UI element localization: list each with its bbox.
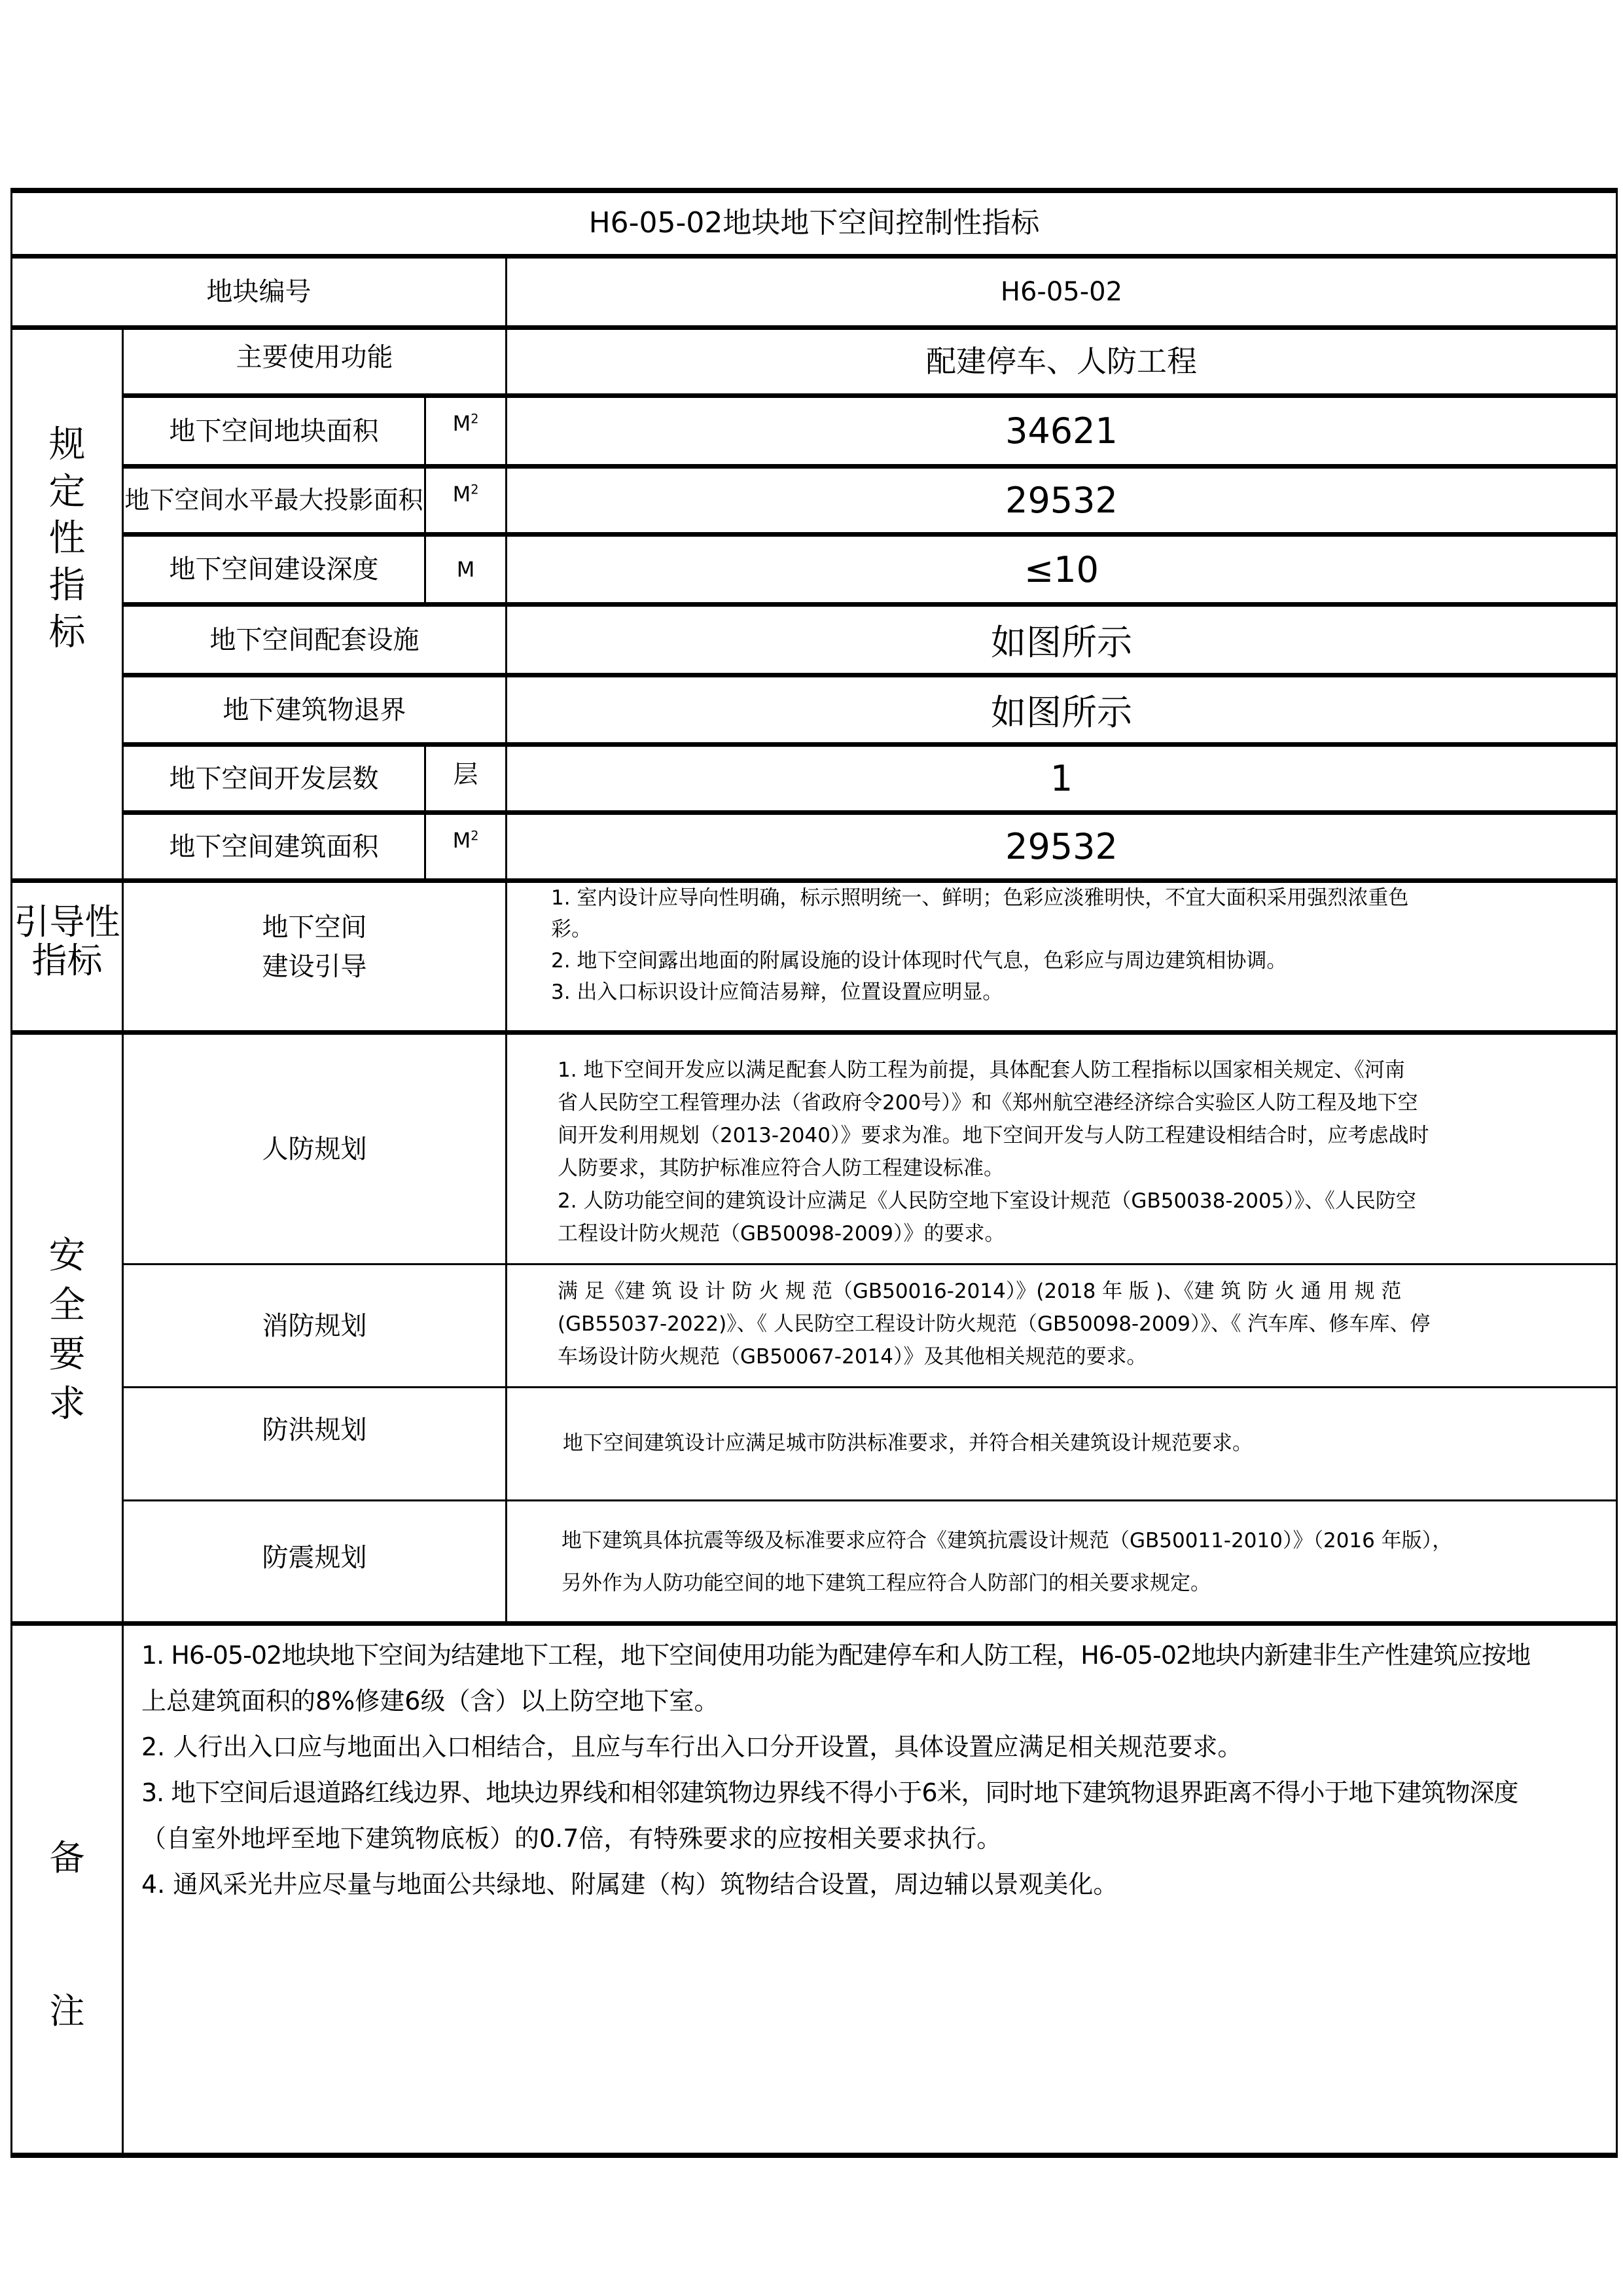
safety-row-label: 防震规划 <box>122 1499 507 1623</box>
table-row-label: 地下空间建筑面积 <box>122 810 426 880</box>
safety-row-text: 地下建筑具体抗震等级及标准要求应符合《建筑抗震设计规范（GB50011-2010）》（2016 年版）， 另外作为人防功能空间的地下建筑工程应符合人防部门的相关要求规定。 <box>562 1529 1453 1595</box>
table-row-value: 配建停车、人防工程 <box>505 325 1618 395</box>
table-row-label: 地下空间开发层数 <box>122 742 426 812</box>
safety-section-label: 安 全 要 求 <box>10 1030 124 1623</box>
remarks-section-label: 备 注 <box>10 1621 124 2158</box>
table-row-value: 29532 <box>505 810 1618 880</box>
mandatory-section-label <box>10 325 124 880</box>
section-char: 定 <box>48 470 86 513</box>
table-row-value: 34621 <box>505 393 1618 466</box>
safety-row-text: 地下空间建筑设计应满足城市防洪标准要求，并符合相关建筑设计规范要求。 <box>563 1431 1253 1455</box>
section-char: 性 <box>48 517 86 560</box>
guidance-section-label: 引导性 指标 <box>10 878 124 1032</box>
table-row-label: 地下空间地块面积 <box>122 393 426 466</box>
safety-row-label: 人防规划 <box>122 1030 507 1265</box>
plot-number-value-cell <box>505 254 1618 327</box>
table-row-label: 地下空间水平最大投影面积 <box>122 464 426 534</box>
table-row-value: 1 <box>505 742 1618 812</box>
title-text: H6-05-02地块地下空间控制性指标 <box>588 206 1040 240</box>
table-row-label: 地下空间建设深度 <box>122 532 426 604</box>
table-row-unit: $M^2$ <box>424 464 507 534</box>
guidance-item-label: 地下空间 建设引导 <box>122 878 507 1032</box>
safety-row-label: 防洪规划 <box>122 1386 507 1501</box>
table-row-unit: M <box>424 532 507 604</box>
safety-row-text: 1. 地下空间开发应以满足配套人防工程为前提，具体配套人防工程指标以国家相关规定、《河南 省人民防空工程管理办法（省政府令200号）》和《郑州航空港经济综合实验区人防工程及地下空 间开发利用规划（2013-2040）》要求为准。地下空间开发与人防工程建设相结合时，应考虑战时 人防要求，其防护标准应符合人防工程建设标准。 2. 人防功能空间的建筑设计应满足《人民防空地下室设计规范（GB50038-2005）》、《人民防空 工程设计防火规范（GB50098-2009）》的要求。 <box>558 1058 1429 1246</box>
table-row-label: 地下建筑物退界 <box>122 673 507 744</box>
table-row-unit: $M^2$ <box>424 393 507 466</box>
safety-row-label: 消防规划 <box>122 1263 507 1388</box>
section-char: 指 <box>48 564 86 607</box>
table-row-unit: 层 <box>424 742 507 812</box>
table-row-unit: $M^2$ <box>424 810 507 880</box>
table-row-label: 地下空间配套设施 <box>122 602 507 675</box>
plot-number-label: 地块编号 <box>206 277 312 307</box>
table-row-value: 如图所示 <box>505 673 1618 744</box>
plot-number-label-cell <box>10 254 507 327</box>
remarks-text: 1. H6-05-02地块地下空间为结建地下工程，地下空间使用功能为配建停车和人防工程，H6-05-02地块内新建非生产性建筑应按地 上总建筑面积的8%修建6级（含）以上防空地下室。 2. 人行出入口应与地面出入口相结合，且应与车行出入口分开设置，具体设置应满足相关规范要求。 3. 地下空间后退道路红线边界、地块边界线和相邻建筑物边界线不得小于6米，同时地下建筑物退界距离不得小于地下建筑物深度 （自室外地坪至地下建筑物底板）的0.7倍，有特殊要求的应按相关要求执行。 4. 通风采光井应尽量与地面公共绿地、附属建（构）筑物结合设置，周边辅以景观美化。 <box>141 1641 1531 1899</box>
table-row-value: 如图所示 <box>505 602 1618 675</box>
table-row-value: 29532 <box>505 464 1618 534</box>
table-row-label: 主要使用功能 <box>122 325 507 395</box>
safety-row-text: 满 足《建 筑 设 计 防 火 规 范（GB50016-2014）》(2018 年 版 )、《建 筑 防 火 通 用 规 范 (GB55037-2022)》、《 人民防空工程设计防火规范（GB50098-2009）》、《 汽车库、修车库、停 车场设计防火规范（GB50067-2014）》及其他相关规范的要求。 <box>558 1280 1431 1369</box>
plot-number-value: H6-05-02 <box>1000 277 1123 307</box>
guidance-text: 1. 室内设计应导向性明确，标示照明统一、鲜明；色彩应淡雅明快，不宜大面积采用强烈浓重色 彩。 2. 地下空间露出地面的附属设施的设计体现时代气息，色彩应与周边建筑相协调。 3. 出入口标识设计应简洁易辩，位置设置应明显。 <box>551 886 1409 1004</box>
table-title <box>10 188 1618 256</box>
table-row-value: ≤10 <box>505 532 1618 604</box>
section-char: 规 <box>48 423 86 466</box>
section-char: 标 <box>48 611 86 654</box>
